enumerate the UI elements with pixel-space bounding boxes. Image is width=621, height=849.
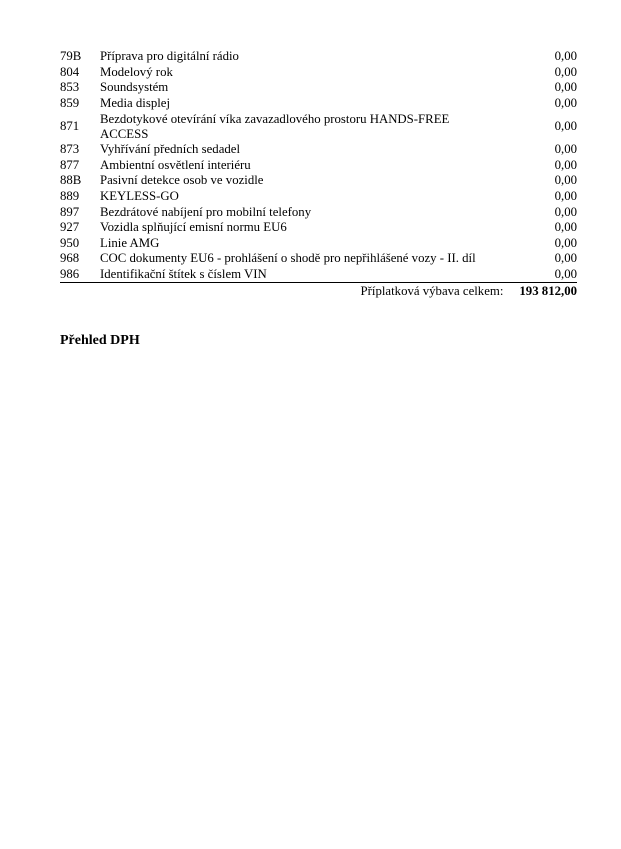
item-price: 0,00 [554,80,577,95]
item-code: 877 [60,157,80,172]
total-label: Příplatková výbava celkem: [360,284,504,299]
item-price: 0,00 [554,173,577,188]
table-row [60,96,577,112]
item-description: Bezdrátové nabíjení pro mobilní telefony [100,204,312,219]
item-price: 0,00 [554,49,577,64]
item-description: Modelový rok [100,64,173,79]
table-row [60,158,577,174]
item-description: Vozidla splňující emisní normu EU6 [100,220,287,235]
item-price: 0,00 [554,220,577,235]
table-row [60,173,577,189]
item-code: 873 [60,142,80,157]
table-row [60,49,577,65]
item-description: Vyhřívání předních sedadel [100,142,241,157]
table-row [60,236,577,252]
item-code: 859 [60,96,80,111]
section-title-vat-overview: Přehled DPH [60,333,140,348]
table-row [60,80,577,96]
item-price: 0,00 [554,64,577,79]
item-description: Příprava pro digitální rádio [100,49,239,64]
table-row [60,220,577,236]
item-price: 0,00 [554,119,577,134]
item-description: KEYLESS-GO [100,189,179,204]
item-code: 871 [60,119,80,134]
total-value: 193 812,00 [519,284,577,299]
item-price: 0,00 [554,204,577,219]
item-code: 927 [60,220,80,235]
equipment-total [60,283,577,299]
item-price: 0,00 [554,157,577,172]
equipment-table-body [60,49,577,283]
item-description: COC dokumenty EU6 - prohlášení o shodě pro nepřihlášené vozy - II. díl [100,251,476,266]
equipment-table [60,49,577,283]
table-row [60,204,577,220]
item-code: 79B [60,49,82,64]
item-price: 0,00 [554,96,577,111]
item-code: 968 [60,251,80,266]
document-page [60,49,577,348]
item-description: Pasivní detekce osob ve vozidle [100,173,264,188]
item-description: Ambientní osvětlení interiéru [100,157,251,172]
table-row [60,189,577,205]
item-description: Soundsystém [100,80,169,95]
item-price: 0,00 [497,267,577,283]
item-price: 0,00 [554,251,577,266]
item-code: 853 [60,80,80,95]
table-row [60,111,577,142]
table-row [60,142,577,158]
item-price: 0,00 [554,235,577,250]
item-description: Media displej [100,96,171,111]
item-code: 889 [60,189,80,204]
item-description: Bezdotykové otevírání víka zavazadlového prostoru HANDS-FREE ACCESS [100,111,450,141]
item-code: 897 [60,204,80,219]
item-code: 804 [60,64,80,79]
item-code: 950 [60,235,80,250]
table-row [60,251,577,267]
item-code: 88B [60,173,82,188]
item-price: 0,00 [554,189,577,204]
item-description: Linie AMG [100,235,160,250]
table-row [60,267,577,283]
item-code: 986 [60,267,100,283]
item-description: Identifikační štítek s číslem VIN [100,267,497,283]
item-price: 0,00 [554,142,577,157]
table-row [60,65,577,81]
